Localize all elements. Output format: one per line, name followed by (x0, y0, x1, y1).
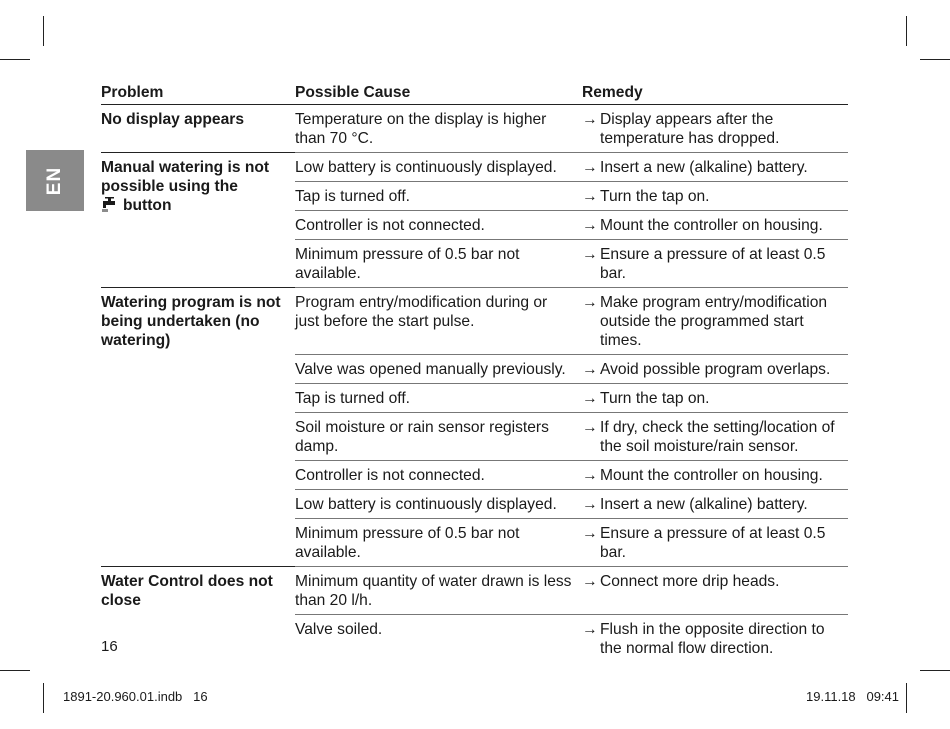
cause-cell: Soil moisture or rain sensor registers damp. (295, 413, 582, 461)
remedy-text: Mount the controller on housing. (600, 467, 823, 484)
remedy-cell (582, 413, 848, 461)
arrow-right-icon: → (582, 496, 598, 513)
problem-text: Manual watering is not possible using the (101, 159, 270, 195)
cause-cell: Tap is turned off. (295, 384, 582, 413)
language-tab-label: EN (44, 166, 65, 195)
crop-mark (906, 683, 907, 713)
table-row (101, 153, 848, 182)
problem-cell: Watering program is not being undertaken (no watering) (101, 288, 295, 567)
remedy-cell (582, 355, 848, 384)
remedy-text: Connect more drip heads. (600, 573, 780, 590)
remedy-cell (582, 240, 848, 288)
arrow-right-icon: → (582, 159, 598, 176)
remedy-cell (582, 490, 848, 519)
remedy-cell (582, 519, 848, 567)
table-body (101, 105, 848, 663)
problem-cell: Water Control does not close (101, 567, 295, 663)
remedy-text: Insert a new (alkaline) battery. (600, 159, 808, 176)
remedy-cell (582, 615, 848, 663)
remedy-text: Turn the tap on. (600, 188, 710, 205)
remedy-cell (582, 153, 848, 182)
remedy-text: Mount the controller on housing. (600, 217, 823, 234)
remedy-cell (582, 461, 848, 490)
crop-mark (43, 16, 44, 46)
arrow-right-icon: → (582, 621, 598, 638)
cause-cell: Valve soiled. (295, 621, 383, 638)
cause-cell: Temperature on the display is higher than 70 °C. (295, 105, 582, 153)
remedy-text: If dry, check the setting/location of the soil moisture/rain sensor. (600, 419, 835, 455)
remedy-text: Flush in the opposite direction to the normal flow direction. (600, 621, 825, 657)
arrow-right-icon: → (582, 111, 598, 128)
remedy-text: Make program entry/modification outside the programmed start times. (600, 294, 828, 349)
crop-mark (906, 16, 907, 46)
remedy-cell (582, 384, 848, 413)
cause-cell: Tap is turned off. (295, 182, 582, 211)
arrow-right-icon: → (582, 573, 598, 590)
crop-mark (920, 670, 950, 671)
language-tab (26, 150, 84, 211)
remedy-text: Ensure a pressure of at least 0.5 bar. (600, 525, 826, 561)
remedy-text: Ensure a pressure of at least 0.5 bar. (600, 246, 826, 282)
problem-cell: No display appears (101, 105, 295, 153)
crop-mark (43, 683, 44, 713)
table-row (101, 288, 848, 355)
cause-cell: Minimum quantity of water drawn is less than 20 l/h. (295, 567, 582, 615)
problem-cell (101, 153, 295, 288)
problem-text: button (123, 197, 172, 214)
remedy-text: Avoid possible program overlaps. (600, 361, 831, 378)
cause-cell: Valve was opened manually previously. (295, 355, 582, 384)
arrow-right-icon: → (582, 361, 598, 378)
header-remedy: Remedy (582, 80, 848, 105)
troubleshooting-table (101, 80, 848, 662)
crop-mark (920, 59, 950, 60)
arrow-right-icon: → (582, 294, 598, 311)
crop-mark (0, 59, 30, 60)
arrow-right-icon: → (582, 188, 598, 205)
crop-mark (0, 670, 30, 671)
remedy-cell (582, 567, 848, 615)
arrow-right-icon: → (582, 467, 598, 484)
remedy-text: Display appears after the temperature has dropped. (600, 111, 780, 147)
footer-datetime: 19.11.18 09:41 (806, 689, 900, 704)
remedy-cell (582, 211, 848, 240)
footer-file: 1891-20.960.01.indb 16 (63, 689, 208, 704)
table-row (101, 105, 848, 153)
arrow-right-icon: → (582, 525, 598, 542)
page-number: 16 (101, 638, 118, 655)
troubleshooting-table-wrap (101, 80, 848, 662)
cause-cell: Controller is not connected. (295, 461, 582, 490)
header-cause: Possible Cause (295, 80, 582, 105)
cause-cell: Low battery is continuously displayed. (295, 153, 582, 182)
cause-cell: Minimum pressure of 0.5 bar not available. (295, 240, 582, 288)
cause-cell: Minimum pressure of 0.5 bar not available. (295, 519, 582, 567)
cause-cell: Program entry/modification during or just before the start pulse. (295, 288, 582, 355)
arrow-right-icon: → (582, 217, 598, 234)
tap-icon (101, 197, 119, 212)
table-row (101, 567, 848, 615)
remedy-text: Insert a new (alkaline) battery. (600, 496, 808, 513)
table-header-row (101, 80, 848, 105)
arrow-right-icon: → (582, 390, 598, 407)
remedy-cell (582, 288, 848, 355)
remedy-cell (582, 105, 848, 153)
arrow-right-icon: → (582, 246, 598, 263)
cause-cell: Controller is not connected. (295, 211, 582, 240)
remedy-text: Turn the tap on. (600, 390, 710, 407)
arrow-right-icon: → (582, 419, 598, 436)
cause-cell: Low battery is continuously displayed. (295, 490, 582, 519)
remedy-cell (582, 182, 848, 211)
header-problem: Problem (101, 80, 295, 105)
